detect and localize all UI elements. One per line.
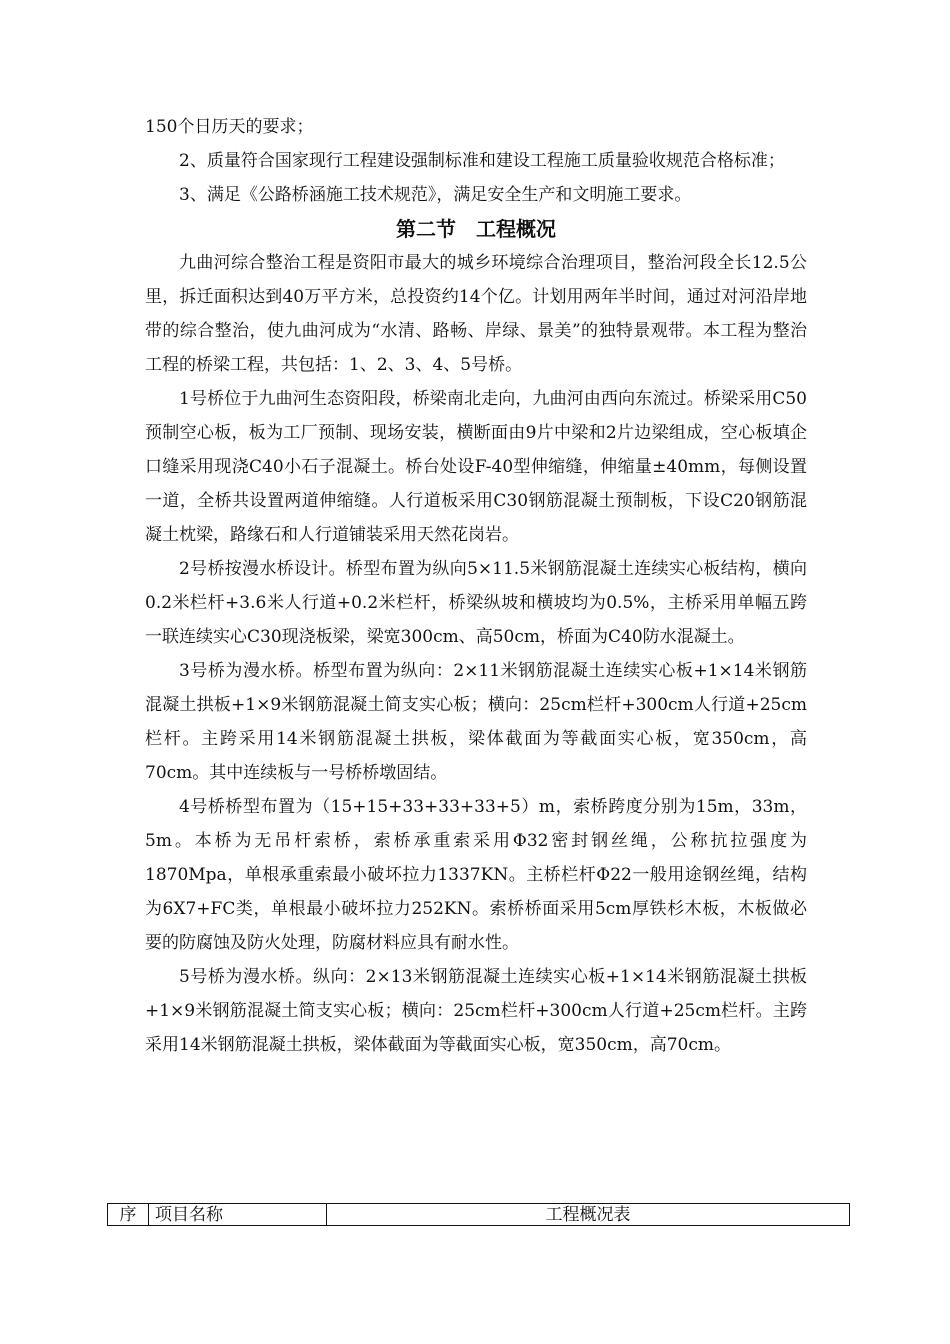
paragraph-bridge-1: 1号桥位于九曲河生态资阳段，桥梁南北走向，九曲河由西向东流过。桥梁采用C50预制空心板，板为工厂预制、现场安装，横断面由9片中梁和2片边梁组成，空心板填企口缝采用现浇C40小石子混凝土。桥台处设F-40型伸缩缝，伸缩量±40mm，每侧设置一道，全桥共设置两道伸缩缝。人行道板采用C30钢筋混凝土预制板，下设C20钢筋混凝土枕梁，路缘石和人行道铺装采用天然花岗岩。 (145, 389, 807, 545)
table-header-row (108, 1204, 850, 1226)
paragraph-project-overview: 九曲河综合整治工程是资阳市最大的城乡环境综合治理项目，整治河段全长12.5公里，拆迁面积达到40万平方米，总投资约14个亿。计划用两年半时间，通过对河沿岸地带的综合整治，使九曲河成为“水清、路畅、岸绿、景美”的独特景观带。本工程为整治工程的桥梁工程，共包括：1、2、3、4、5号桥。 (145, 253, 807, 375)
paragraph-duration-tail: 150个日历天的要求； (145, 117, 314, 137)
paragraph-bridge-2: 2号桥按漫水桥设计。桥型布置为纵向5×11.5米钢筋混凝土连续实心板结构，横向0.2米栏杆+3.6米人行道+0.2米栏杆，桥梁纵坡和横坡均为0.5%，主桥采用单幅五跨一联连续实心C30现浇板梁，梁宽300cm、高50cm，桥面为C40防水混凝土。 (145, 559, 807, 647)
paragraph-bridge-3: 3号桥为漫水桥。桥型布置为纵向：2×11米钢筋混凝土连续实心板+1×14米钢筋混凝土拱板+1×9米钢筋混凝土简支实心板；横向：25cm栏杆+300cm人行道+25cm栏杆。主跨采用14米钢筋混凝土拱板，梁体截面为等截面实心板，宽350cm，高70cm。其中连续板与一号桥桥墩固结。 (145, 661, 807, 783)
paragraph-quality-requirement: 2、质量符合国家现行工程建设强制标准和建设工程施工质量验收规范合格标准； (179, 151, 785, 171)
project-overview-table (107, 1203, 850, 1226)
paragraph-spec-requirement: 3、满足《公路桥涵施工技术规范》，满足安全生产和文明施工要求。 (179, 185, 692, 205)
paragraph-bridge-4: 4号桥桥型布置为（15+15+33+33+33+5）m，索桥跨度分别为15m，33m，5m。本桥为无吊杆索桥，索桥承重索采用Φ32密封钢丝绳，公称抗拉强度为1870Mpa，单根承重索最小破坏拉力1337KN。主桥栏杆Φ22一般用途钢丝绳，结构为6X7+FC类，单根最小破坏拉力252KN。索桥桥面采用5cm厚铁杉木板，木板做必要的防腐蚀及防火处理，防腐材料应具有耐水性。 (145, 797, 807, 953)
table-header-overview: 工程概况表 (327, 1204, 850, 1226)
table-header-project-name: 项目名称 (149, 1204, 327, 1226)
section-title: 第二节 工程概况 (396, 217, 556, 241)
table-header-index: 序 (108, 1204, 149, 1226)
document-body (145, 110, 807, 1062)
paragraph-bridge-5: 5号桥为漫水桥。纵向：2×13米钢筋混凝土连续实心板+1×14米钢筋混凝土拱板+1×9米钢筋混凝土简支实心板；横向：25cm栏杆+300cm人行道+25cm栏杆。主跨采用14米钢筋混凝土拱板，梁体截面为等截面实心板，宽350cm，高70cm。 (145, 967, 807, 1055)
